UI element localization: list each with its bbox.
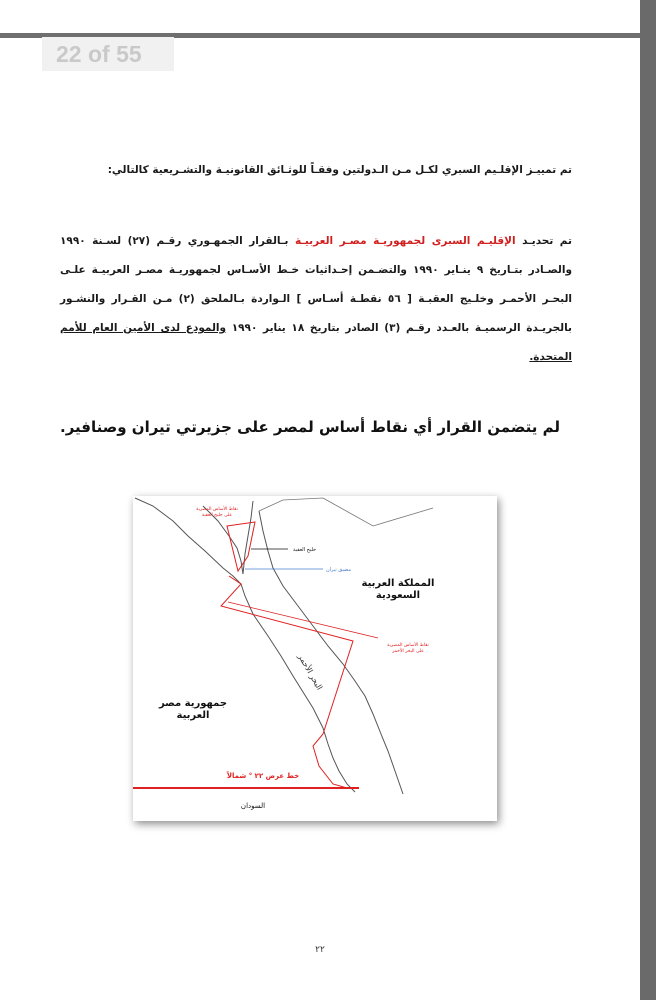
viewer-scrollbar[interactable] (640, 0, 656, 1000)
saudi-label-line-2: السعودية (375, 590, 421, 601)
paragraph-prefix: تم تحديـد (515, 235, 572, 247)
paragraph-body: بـالقرار الجمهـوري رقـم (٢٧) لسـنة ١٩٩٠ والصـادر بتـاريخ ٩ ينـاير ١٩٩٠ والتضـمن إحـداثيات خـط الأسـاس لجمهوريـة مصـر العربيـة علـى البحـر الأحمـر وخلـيج العقبـة [ ٥٦ نقطـة أسـاس ] الـواردة بـالملحق (٢) مـن القـرار والنشـور بالجريـدة الرسميـة بالعـدد رقـم (٣) الصادر بتاريخ ١٨ يناير ١٩٩٠ (60, 235, 573, 334)
gulf-points-label-line-1: نقاط الأساس المصرية (196, 507, 238, 512)
paragraph-decree (60, 227, 572, 372)
saudi-label-line-1: المملكة العربية (361, 578, 435, 589)
viewer-toolbar (0, 0, 656, 38)
red-sea-baseline (221, 576, 353, 788)
page-number: ٢٢ (315, 945, 325, 955)
jordan-border (259, 498, 433, 526)
map-figure (133, 496, 497, 821)
egypt-coastline (135, 498, 355, 792)
egypt-label (158, 698, 227, 721)
red-sea-points-label-line-2: على البحر الأحمر (392, 649, 424, 654)
red-sea-points-label (387, 641, 429, 654)
page-counter: 22 of 55 (42, 37, 174, 71)
underlined-phrase: والمودع لدى الأمين العام للأمم المتحدة. (60, 322, 572, 363)
map-svg (133, 496, 497, 821)
gulf-aqaba-label: خليج العقبة (293, 547, 317, 553)
tiran-strait-label: مضيق تيران (326, 567, 352, 573)
egypt-label-line-1: جمهورية مصر (158, 698, 228, 709)
headline: لم يتضمن القرار أي نقاط أساس لمصر على جزيرتي تيران وصنافير. (60, 418, 560, 436)
latitude-label: خط عرض ٢٢ ° شمالاً (226, 772, 300, 780)
red-sea-pointer (228, 602, 378, 638)
sudan-label: السودان (240, 802, 266, 810)
highlighted-phrase: الإقليـم السبرى لجمهوريـة مصـر العربيـة (294, 235, 516, 247)
paragraph-intro: تم تمييـز الإقلـيم السبري لكـل مـن الـدولتين وفقـاً للوثـائق القانونيـة والتشـريعية كالتالي: (107, 164, 572, 176)
gulf-points-label-line-2: على خليج العقبة (201, 513, 233, 518)
red-sea-label: البحر الأحمر (296, 652, 325, 692)
egypt-label-line-2: العربية (176, 710, 210, 721)
saudi-label (362, 578, 435, 601)
gulf-points-label (196, 505, 238, 518)
red-sea-points-label-line-1: نقاط الأساس المصرية (387, 643, 429, 648)
